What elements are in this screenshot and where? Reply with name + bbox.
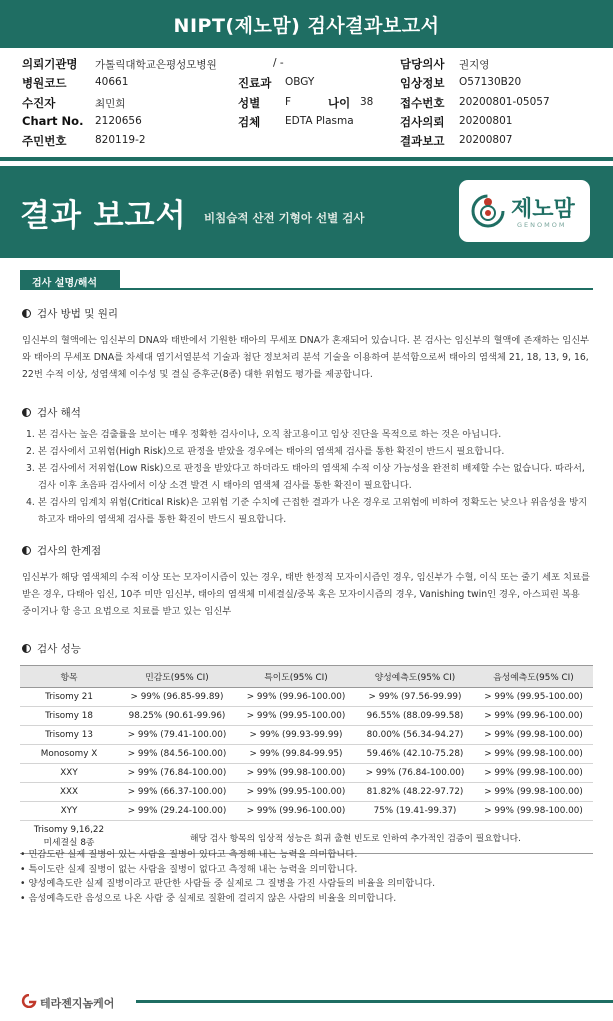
list-item: • 음성예측도란 음성으로 나온 사람 중 실제로 질환에 걸리지 않은 사람의 비율을 의미합니다.: [20, 892, 397, 904]
age-label: 나이: [328, 96, 351, 110]
table-note-cell: 해당 검사 항목의 임상적 성능은 희귀 출현 빈도로 인하여 추가적인 검증이 필요합니다.: [118, 821, 593, 854]
interpretation-heading: 검사 해석: [22, 405, 81, 420]
performance-table: [20, 665, 593, 854]
header-bar: [0, 0, 613, 48]
table-row: [20, 764, 593, 783]
table-cell: 96.55% (88.09-99.58): [356, 707, 474, 726]
column-header: 특이도(95% CI): [236, 666, 356, 688]
list-item: • 특이도란 실제 질병이 없는 사람을 질병이 없다고 측정해 내는 능력을 의미합니다.: [20, 863, 358, 875]
table-cell: Monosomy X: [20, 745, 118, 764]
table-cell: Trisomy 13: [20, 726, 118, 745]
interpretation-list: [26, 426, 591, 528]
table-cell: > 99% (99.93-99.99): [236, 726, 356, 745]
table-row: [20, 726, 593, 745]
method-text: 임신부의 혈액에는 임신부의 DNA와 태반에서 기원한 태아의 무세포 DNA가 혼재되어 있습니다. 본 검사는 임신부의 혈액에 존재하는 임신부와 태아의 무세포 DNA를 차세대 염기서열분석 기술과 첨단 정보처리 분석 기술을 이용하여 분석함으로써 태아의 염색체 21, 18, 13, 9, 16, 22번 수적 이상, 성염색체 이수성 및 결실 증후군(8종) 대한 위험도 평가를 제공합니다.: [22, 335, 590, 380]
list-item: 1. 본 검사는 높은 검출률을 보이는 매우 정확한 검사이나, 오직 참고용이고 임상 진단을 목적으로 하는 것은 아닙니다.: [26, 429, 502, 440]
column-header: 음성예측도(95% CI): [474, 666, 593, 688]
list-item: 2. 본 검사에서 고위험(High Risk)으로 판정을 받았을 경우에는 태아의 염색체 검사를 통한 확진이 반드시 필요합니다.: [26, 446, 505, 457]
column-header: 양성예측도(95% CI): [356, 666, 474, 688]
list-item: 3. 본 검사에서 저위험(Low Risk)으로 판정을 받았다고 하더라도 태아의 염색체 수적 이상 가능성을 완전히 배제할 수는 없습니다. 따라서, 검사 이후 초음파 검사에서 이상 소견 발견 시 태아의 염색체 검사를 통한 확진이 필요합니다.: [26, 463, 585, 491]
banner-subtitle: 비침습적 산전 기형아 선별 검사: [204, 211, 365, 225]
table-cell: > 99% (99.95-100.00): [236, 707, 356, 726]
logo-subtext: GENOMOM: [517, 221, 567, 229]
table-row: [20, 745, 593, 764]
table-cell: 81.82% (48.22-97.72): [356, 783, 474, 802]
table-row: [20, 688, 593, 707]
list-item: • 민감도란 실제 질병이 있는 사람을 질병이 있다고 측정해 내는 능력을 의미합니다.: [20, 849, 358, 860]
table-cell: > 99% (99.98-100.00): [236, 764, 356, 783]
banner-title: 결과 보고서: [20, 198, 187, 234]
hospital-code-label: 병원코드: [22, 76, 67, 90]
doctor-value: 권지영: [459, 59, 490, 71]
table-cell: 75% (19.41-99.37): [356, 802, 474, 821]
footnote-list: [20, 848, 593, 906]
table-cell: > 99% (99.98-100.00): [474, 726, 593, 745]
performance-heading: 검사 성능: [22, 641, 81, 656]
table-cell: Trisomy 21: [20, 688, 118, 707]
footer-line: [136, 1000, 613, 1003]
table-cell: > 99% (99.98-100.00): [474, 764, 593, 783]
dept-value: OBGY: [285, 76, 315, 88]
rrn-value: 820119-2: [95, 134, 146, 146]
tab-explanation: 검사 설명/해석: [20, 270, 120, 290]
table-cell: 59.46% (42.10-75.28): [356, 745, 474, 764]
genomom-logo-icon: [471, 194, 505, 228]
hospital-label: 의뢰기관명: [22, 57, 78, 71]
table-header-row: [20, 666, 593, 688]
column-header: 민감도(95% CI): [118, 666, 236, 688]
doctor-label: 담당의사: [400, 57, 445, 71]
half-circle-icon: [22, 408, 31, 417]
company-logo-icon: [20, 994, 38, 1008]
age-value: 38: [360, 96, 374, 108]
patient-value: 최민희: [95, 98, 126, 110]
limitations-text: 임신부가 해당 염색체의 수적 이상 또는 모자이시즘이 있는 경우, 태반 한정적 모자이시즘인 경우, 임신부가 수혈, 이식 또는 줄기 세포 치료를 받은 경우, 다태아 임신, 10주 미만 임신부, 태아의 염색체 미세결실/중복 혹은 모자이시즘의 경우, Vanishing twin인 경우, 아스피린 복용 중이거나 항 응고 요법으로 치료를 받고 있는 임신부: [22, 572, 590, 617]
genomom-logo: [459, 180, 590, 242]
table-cell: > 99% (66.37-100.00): [118, 783, 236, 802]
table-cell: > 99% (99.96-100.00): [474, 707, 593, 726]
table-cell: > 99% (99.95-100.00): [236, 783, 356, 802]
table-cell: XYY: [20, 802, 118, 821]
specimen-label: 검체: [238, 115, 261, 129]
table-cell: XXX: [20, 783, 118, 802]
table-cell: > 99% (29.24-100.00): [118, 802, 236, 821]
patient-label: 수진자: [22, 96, 56, 110]
table-cell: > 99% (96.85-99.89): [118, 688, 236, 707]
request-date: 20200801: [459, 115, 513, 127]
limitations-heading: 검사의 한계점: [22, 543, 101, 558]
rrn-label: 주민번호: [22, 134, 67, 148]
receipt-value: 20200801-05057: [459, 96, 550, 108]
clinical-label: 임상정보: [400, 76, 445, 90]
ward-value: / -: [273, 57, 284, 69]
clinical-value: O57130B20: [459, 76, 522, 88]
request-label: 검사의뢰: [400, 115, 445, 129]
table-cell: > 99% (99.84-99.95): [236, 745, 356, 764]
sex-label: 성별: [238, 96, 261, 110]
table-cell: Trisomy 18: [20, 707, 118, 726]
table-cell: > 99% (99.95-100.00): [474, 688, 593, 707]
table-cell: > 99% (97.56-99.99): [356, 688, 474, 707]
chart-label: Chart No.: [22, 114, 84, 128]
column-header: 항목: [20, 666, 118, 688]
table-cell: > 99% (84.56-100.00): [118, 745, 236, 764]
page-title: NIPT(제노맘) 검사결과보고서: [173, 15, 440, 37]
list-item: • 양성예측도란 실제 질병이라고 판단한 사람들 중 실제로 그 질병을 가진 사람들의 비율을 의미합니다.: [20, 878, 436, 889]
section-tab-bar: [20, 270, 593, 290]
hospital-value: 가톨릭대학교은평성모병원: [95, 59, 217, 71]
table-cell: 80.00% (56.34-94.27): [356, 726, 474, 745]
table-cell: > 99% (76.84-100.00): [118, 764, 236, 783]
table-row: [20, 707, 593, 726]
method-heading: 검사 방법 및 원리: [22, 306, 118, 321]
report-banner: [0, 166, 613, 258]
divider: [0, 157, 613, 161]
sex-value: F: [285, 96, 292, 108]
patient-info: [0, 52, 613, 152]
company-name: 테라젠지놈케어: [40, 997, 115, 1010]
half-circle-icon: [22, 644, 31, 653]
hospital-code-value: 40661: [95, 76, 129, 88]
receipt-label: 접수번호: [400, 96, 445, 110]
half-circle-icon: [22, 309, 31, 318]
table-cell: > 99% (79.41-100.00): [118, 726, 236, 745]
table-cell: > 99% (99.98-100.00): [474, 802, 593, 821]
table-cell: > 99% (99.98-100.00): [474, 745, 593, 764]
list-item: 4. 본 검사의 임계치 위험(Critical Risk)은 고위험 기준 수치에 근접한 결과가 나온 경우로 고위험에 비하여 정확도는 낮으나 위음성을 방지하고자 태아의 염색체 검사를 통한 확진이 반드시 필요합니다.: [26, 497, 588, 525]
table-cell: XXY: [20, 764, 118, 783]
report-label: 결과보고: [400, 134, 445, 148]
report-date: 20200807: [459, 134, 513, 146]
logo-text: 제노맘: [511, 197, 575, 222]
chart-value: 2120656: [95, 115, 142, 127]
half-circle-icon: [22, 546, 31, 555]
table-row: [20, 783, 593, 802]
table-row: [20, 802, 593, 821]
specimen-value: EDTA Plasma: [285, 115, 354, 127]
table-cell: 98.25% (90.61-99.96): [118, 707, 236, 726]
table-cell: Trisomy 9,16,22 미세결실 8종: [20, 821, 118, 854]
table-cell: > 99% (99.96-100.00): [236, 802, 356, 821]
table-cell: > 99% (99.98-100.00): [474, 783, 593, 802]
dept-label: 진료과: [238, 76, 272, 90]
table-cell: > 99% (99.96-100.00): [236, 688, 356, 707]
table-cell: > 99% (76.84-100.00): [356, 764, 474, 783]
